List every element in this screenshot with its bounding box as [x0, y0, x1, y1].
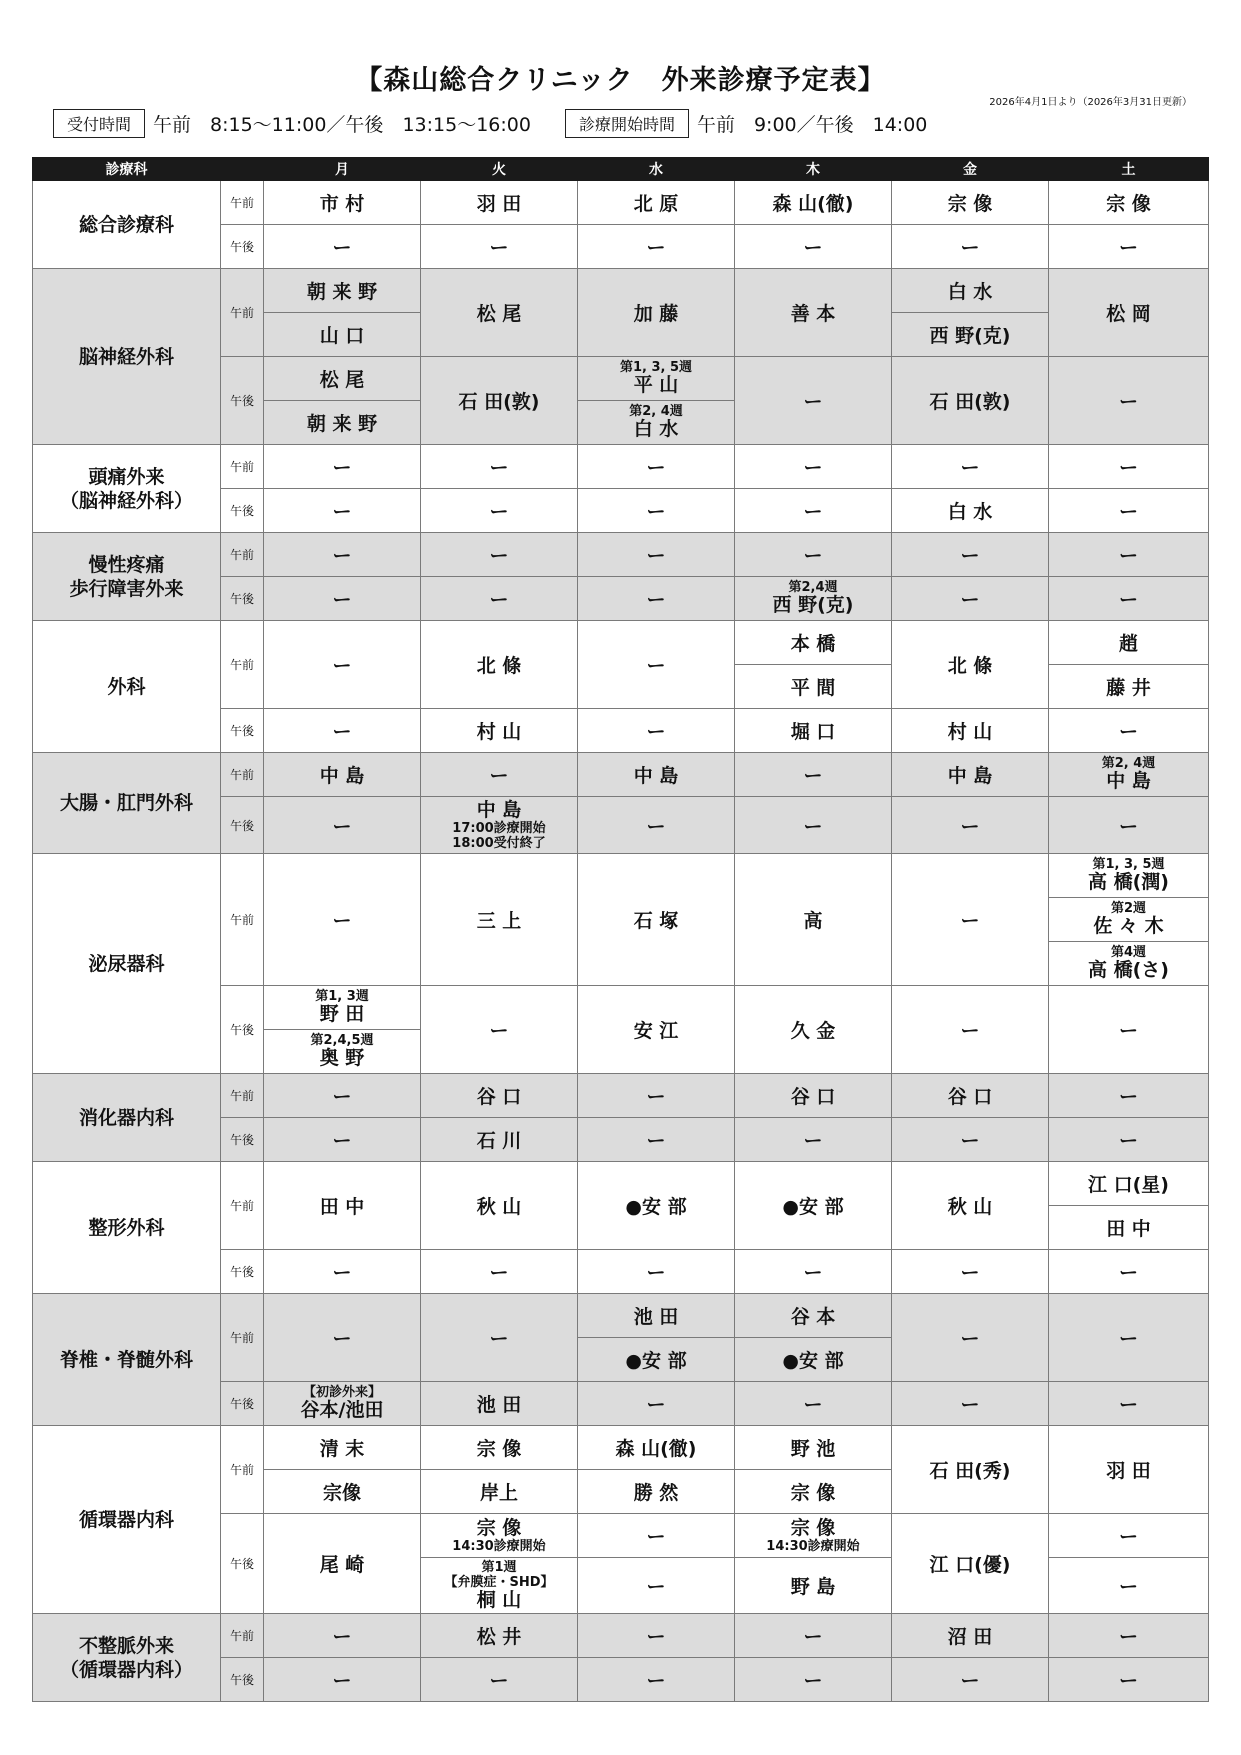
cell: ー — [1049, 1658, 1209, 1702]
cell: ー — [1049, 986, 1209, 1074]
header-row — [33, 158, 1209, 181]
cell: 高 — [735, 854, 892, 986]
dept-headache-line2: （脳神経外科） — [59, 489, 193, 512]
header-dept: 診療科 — [33, 158, 221, 181]
time-note: 14:30診療開始 — [766, 1538, 860, 1554]
time-pm: 午後 — [221, 986, 264, 1074]
cell: ー — [264, 489, 421, 533]
cell: 宗 像 — [421, 1426, 578, 1470]
dept-pain — [33, 533, 221, 621]
cell: 松 岡 — [1049, 269, 1209, 357]
clinic-note: 【初診外来】 — [302, 1385, 381, 1400]
cell: ー — [892, 854, 1049, 986]
cell: 宗 像 — [735, 1470, 892, 1514]
cell: ー — [1049, 533, 1209, 577]
week-note: 第1, 3, 5週 — [619, 360, 693, 375]
cell: ー — [892, 1382, 1049, 1426]
time-am: 午前 — [221, 445, 264, 489]
doctor-name: 西 野(克) — [772, 594, 854, 616]
cell: ー — [735, 1658, 892, 1702]
time-am: 午前 — [221, 1074, 264, 1118]
schedule-table — [32, 157, 1209, 1702]
time-note: 17:00診療開始 — [452, 820, 546, 836]
cell: 羽 田 — [421, 181, 578, 225]
header-thu: 木 — [735, 158, 892, 181]
table-row — [33, 1614, 1209, 1658]
dept-cardio: 循環器内科 — [33, 1426, 221, 1614]
cell: 三 上 — [421, 854, 578, 986]
cell: ー — [1049, 445, 1209, 489]
header-mon: 月 — [264, 158, 421, 181]
doctor-name: 野 田 — [319, 1003, 365, 1025]
cell: 池 田 — [421, 1382, 578, 1426]
cell: 松 尾 — [421, 269, 578, 357]
cell: ー — [1049, 1382, 1209, 1426]
cell: ー — [1049, 1074, 1209, 1118]
cell: 中 島 — [578, 753, 735, 797]
table-row — [33, 269, 1209, 313]
cell: ー — [578, 533, 735, 577]
cell: 尾 崎 — [264, 1514, 421, 1614]
cell: 秋 山 — [421, 1162, 578, 1250]
dept-headache — [33, 445, 221, 533]
doctor-name: 佐 々 木 — [1093, 915, 1164, 937]
doctor-name: 高 橋(潤) — [1088, 871, 1169, 893]
cell: 谷 口 — [421, 1074, 578, 1118]
cell: ー — [264, 1614, 421, 1658]
cell: 西 野(克) — [892, 313, 1049, 357]
cell: 石 田(敦) — [421, 357, 578, 445]
cell: 白 水 — [892, 489, 1049, 533]
cell — [421, 1514, 578, 1558]
cell: ー — [264, 1118, 421, 1162]
cell: ー — [892, 1250, 1049, 1294]
cell: ー — [1049, 577, 1209, 621]
time-pm: 午後 — [221, 709, 264, 753]
cell: ー — [735, 1250, 892, 1294]
table-row — [33, 1162, 1209, 1206]
time-pm: 午後 — [221, 489, 264, 533]
doctor-name: 中 島 — [1106, 770, 1151, 792]
cell — [1049, 898, 1209, 942]
hours-row — [53, 109, 927, 138]
doctor-name: 高 橋(さ) — [1088, 959, 1169, 981]
cell: 江 口(優) — [892, 1514, 1049, 1614]
cell: ー — [578, 709, 735, 753]
time-am: 午前 — [221, 854, 264, 986]
cell: ー — [1049, 1250, 1209, 1294]
dept-pain-line1: 慢性疼痛 — [88, 553, 165, 576]
table-row — [33, 753, 1209, 797]
cell: 野 島 — [735, 1558, 892, 1614]
cell — [735, 1514, 892, 1558]
cell: ー — [578, 1558, 735, 1614]
cell: 安 江 — [578, 986, 735, 1074]
cell: ー — [1049, 709, 1209, 753]
cell: 宗 像 — [1049, 181, 1209, 225]
doctor-name: 谷本/池田 — [300, 1399, 384, 1421]
cell: 松 井 — [421, 1614, 578, 1658]
doctor-name: 白 水 — [633, 418, 679, 440]
week-note: 第4週 — [1110, 945, 1147, 960]
cell: ー — [578, 1658, 735, 1702]
week-note: 第1, 3週 — [315, 989, 369, 1004]
cell: ー — [735, 357, 892, 445]
cell: ー — [578, 797, 735, 854]
cell: ー — [264, 797, 421, 854]
week-note: 第2, 4週 — [1101, 756, 1156, 771]
cell: ー — [264, 1294, 421, 1382]
cell: 趙 — [1049, 621, 1209, 665]
cell: ー — [421, 1294, 578, 1382]
header-wed: 水 — [578, 158, 735, 181]
cell: ー — [578, 621, 735, 709]
time-pm: 午後 — [221, 577, 264, 621]
cell: ー — [421, 533, 578, 577]
cell: 谷 口 — [735, 1074, 892, 1118]
time-am: 午前 — [221, 1294, 264, 1382]
time-am: 午前 — [221, 1162, 264, 1250]
cell: 平 間 — [735, 665, 892, 709]
cell: ー — [1049, 797, 1209, 854]
cell: ー — [421, 1658, 578, 1702]
cell: ー — [578, 1514, 735, 1558]
cell: ー — [578, 445, 735, 489]
cell: ー — [1049, 225, 1209, 269]
cell: 野 池 — [735, 1426, 892, 1470]
cell: ー — [1049, 1514, 1209, 1558]
cell: ー — [735, 533, 892, 577]
cell: ー — [735, 797, 892, 854]
table-row — [33, 533, 1209, 577]
header-sat: 土 — [1049, 158, 1209, 181]
cell: 北 條 — [421, 621, 578, 709]
dept-surgery: 外科 — [33, 621, 221, 753]
cell: ー — [892, 445, 1049, 489]
dept-arrhythmia — [33, 1614, 221, 1702]
cell: 池 田 — [578, 1294, 735, 1338]
time-am: 午前 — [221, 269, 264, 357]
cell: ー — [1049, 1558, 1209, 1614]
cell — [1049, 942, 1209, 986]
dept-colorectal: 大腸・肛門外科 — [33, 753, 221, 854]
cell: ー — [892, 1294, 1049, 1382]
cell: ー — [578, 1614, 735, 1658]
cell — [264, 1382, 421, 1426]
cell: 沼 田 — [892, 1614, 1049, 1658]
cell: ー — [892, 533, 1049, 577]
cell: ー — [421, 1250, 578, 1294]
cell: ー — [1049, 1614, 1209, 1658]
doctor-name: 宗 像 — [790, 1516, 836, 1539]
cell: 宗 像 — [892, 181, 1049, 225]
cell: ー — [264, 1658, 421, 1702]
clinic-note: 【弁膜症・SHD】 — [444, 1575, 554, 1590]
cell: 中 島 — [892, 753, 1049, 797]
table-row — [33, 445, 1209, 489]
cell: ー — [264, 1074, 421, 1118]
time-pm: 午後 — [221, 1250, 264, 1294]
cell: ー — [892, 797, 1049, 854]
dept-ortho: 整形外科 — [33, 1162, 221, 1294]
cell: 石 田(秀) — [892, 1426, 1049, 1514]
cell: 加 藤 — [578, 269, 735, 357]
week-note: 第1週 — [481, 1560, 517, 1575]
cell: ●安 部 — [578, 1162, 735, 1250]
cell: ー — [421, 225, 578, 269]
header-time — [221, 158, 264, 181]
cell: ー — [892, 1658, 1049, 1702]
doctor-name: 平 山 — [633, 374, 679, 396]
cell — [735, 577, 892, 621]
cell: 藤 井 — [1049, 665, 1209, 709]
cell: 朝 来 野 — [264, 269, 421, 313]
time-am: 午前 — [221, 1426, 264, 1514]
cell: ー — [1049, 489, 1209, 533]
cell: ー — [735, 753, 892, 797]
cell: ー — [578, 1074, 735, 1118]
cell: 羽 田 — [1049, 1426, 1209, 1514]
cell: 松 尾 — [264, 357, 421, 401]
dept-headache-line1: 頭痛外来 — [88, 465, 165, 488]
table-row — [33, 621, 1209, 665]
time-pm: 午後 — [221, 1658, 264, 1702]
table-row — [33, 854, 1209, 898]
cell: 北 條 — [892, 621, 1049, 709]
cell: ●安 部 — [578, 1338, 735, 1382]
cell: ー — [735, 225, 892, 269]
time-note: 14:30診療開始 — [452, 1538, 546, 1554]
table-row — [33, 181, 1209, 225]
cell: ー — [264, 533, 421, 577]
cell: ー — [735, 1382, 892, 1426]
table-row — [33, 1426, 1209, 1470]
cell: 森 山(徹) — [578, 1426, 735, 1470]
doctor-name: 中 島 — [476, 798, 522, 821]
cell: 田 中 — [264, 1162, 421, 1250]
cell: 村 山 — [421, 709, 578, 753]
cell: 石 塚 — [578, 854, 735, 986]
dept-arrhythmia-line1: 不整脈外来 — [78, 1634, 174, 1657]
cell — [578, 401, 735, 445]
cell: 秋 山 — [892, 1162, 1049, 1250]
cell: ー — [735, 489, 892, 533]
dept-spine: 脊椎・脊髄外科 — [33, 1294, 221, 1426]
dept-gastro: 消化器内科 — [33, 1074, 221, 1162]
table-row — [33, 1074, 1209, 1118]
page-title: 【森山総合クリニック 外来診療予定表】 — [355, 65, 886, 96]
cell: 宗像 — [264, 1470, 421, 1514]
doctor-name: 桐 山 — [476, 1589, 522, 1611]
cell: 堀 口 — [735, 709, 892, 753]
cell: ●安 部 — [735, 1162, 892, 1250]
time-note: 18:00受付終了 — [452, 835, 546, 851]
cell: 中 島 — [264, 753, 421, 797]
header-tue: 火 — [421, 158, 578, 181]
table-row — [33, 1294, 1209, 1338]
cell: ー — [264, 225, 421, 269]
cell: ー — [264, 445, 421, 489]
cell: 清 末 — [264, 1426, 421, 1470]
cell: ー — [578, 489, 735, 533]
cell: ー — [421, 986, 578, 1074]
cell: 久 金 — [735, 986, 892, 1074]
cell: ●安 部 — [735, 1338, 892, 1382]
cell: 北 原 — [578, 181, 735, 225]
cell: ー — [421, 753, 578, 797]
dept-general: 総合診療科 — [33, 181, 221, 269]
cell: 白 水 — [892, 269, 1049, 313]
cell: ー — [735, 445, 892, 489]
dept-arrhythmia-line2: （循環器内科） — [59, 1658, 193, 1681]
cell: 勝 然 — [578, 1470, 735, 1514]
cell: 森 山(徹) — [735, 181, 892, 225]
start-label: 診療開始時間 — [565, 109, 689, 138]
cell: 山 口 — [264, 313, 421, 357]
cell — [1049, 753, 1209, 797]
time-am: 午前 — [221, 533, 264, 577]
cell — [578, 357, 735, 401]
cell: 石 田(敦) — [892, 357, 1049, 445]
time-pm: 午後 — [221, 797, 264, 854]
cell: 谷 本 — [735, 1294, 892, 1338]
time-pm: 午後 — [221, 1118, 264, 1162]
dept-neuro: 脳神経外科 — [33, 269, 221, 445]
cell — [264, 986, 421, 1030]
cell: 市 村 — [264, 181, 421, 225]
time-pm: 午後 — [221, 1382, 264, 1426]
cell: ー — [892, 986, 1049, 1074]
cell: ー — [578, 577, 735, 621]
week-note: 第2週 — [1110, 901, 1147, 916]
time-pm: 午後 — [221, 357, 264, 445]
cell: ー — [421, 577, 578, 621]
cell: ー — [578, 1382, 735, 1426]
cell: 石 川 — [421, 1118, 578, 1162]
cell: 岸上 — [421, 1470, 578, 1514]
week-note: 第1, 3, 5週 — [1092, 857, 1165, 872]
cell — [1049, 854, 1209, 898]
week-note: 第2,4,5週 — [310, 1033, 374, 1048]
time-am: 午前 — [221, 621, 264, 709]
time-am: 午前 — [221, 753, 264, 797]
week-note: 第2, 4週 — [629, 404, 683, 419]
cell: ー — [892, 577, 1049, 621]
cell: ー — [1049, 1118, 1209, 1162]
cell: ー — [578, 225, 735, 269]
cell: ー — [1049, 357, 1209, 445]
cell: ー — [264, 621, 421, 709]
cell: ー — [735, 1118, 892, 1162]
cell: ー — [264, 854, 421, 986]
week-note: 第2,4週 — [788, 580, 838, 595]
cell: 村 山 — [892, 709, 1049, 753]
cell: ー — [264, 577, 421, 621]
cell: ー — [578, 1118, 735, 1162]
cell: ー — [578, 1250, 735, 1294]
cell: ー — [421, 445, 578, 489]
cell — [421, 1558, 578, 1614]
cell: ー — [421, 489, 578, 533]
update-note: 2026年4月1日より（2026年3月31日更新） — [989, 97, 1192, 108]
cell: 田 中 — [1049, 1206, 1209, 1250]
cell: ー — [892, 1118, 1049, 1162]
cell: ー — [735, 1614, 892, 1658]
cell: 朝 来 野 — [264, 401, 421, 445]
reception-label: 受付時間 — [53, 109, 145, 138]
cell — [421, 797, 578, 854]
cell: ー — [1049, 1294, 1209, 1382]
cell: ー — [264, 1250, 421, 1294]
start-hours: 午前 9:00／午後 14:00 — [696, 114, 928, 136]
doctor-name: 宗 像 — [476, 1516, 522, 1539]
time-pm: 午後 — [221, 1514, 264, 1614]
cell: 善 本 — [735, 269, 892, 357]
time-am: 午前 — [221, 181, 264, 225]
time-pm: 午後 — [221, 225, 264, 269]
header-fri: 金 — [892, 158, 1049, 181]
cell: ー — [892, 225, 1049, 269]
cell: 本 橋 — [735, 621, 892, 665]
time-am: 午前 — [221, 1614, 264, 1658]
dept-urology: 泌尿器科 — [33, 854, 221, 1074]
doctor-name: 奥 野 — [319, 1047, 365, 1069]
reception-hours: 午前 8:15～11:00／午後 13:15～16:00 — [153, 114, 531, 136]
cell — [264, 1030, 421, 1074]
cell: 谷 口 — [892, 1074, 1049, 1118]
cell: 江 口(星) — [1049, 1162, 1209, 1206]
dept-pain-line2: 歩行障害外来 — [69, 577, 184, 600]
cell: ー — [264, 709, 421, 753]
